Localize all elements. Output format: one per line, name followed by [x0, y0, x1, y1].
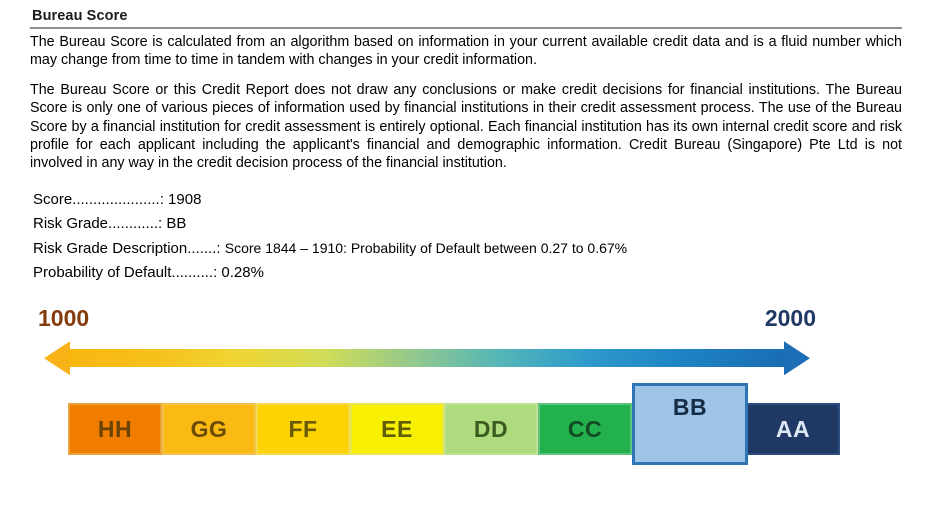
- fact-label-score: Score.....................:: [33, 191, 164, 209]
- page-title: Bureau Score: [32, 8, 128, 24]
- gradient-bar: [68, 349, 786, 367]
- grade-box-cc: CC: [538, 403, 632, 455]
- fact-value-risk-grade: BB: [166, 215, 187, 233]
- fact-label-risk-grade-description: Risk Grade Description.......:: [33, 239, 221, 257]
- paragraph-2: The Bureau Score or this Credit Report does not draw any conclusions or make credit decisions for financial institutions. The Bureau Score is only one of various pieces of information used by financial institutions in their credit assessment process. The use of the Bureau Score by a financial institution for credit assessment is entirely optional. Each financial institution has its own internal credit score and risk profile for each applicant including the applicant's financial and demographic information. Credit Bureau (Singapore) Pte Ltd is not involved in any way in the credit decision process of the financial institution.: [30, 82, 902, 171]
- scale-min-label: 1000: [38, 305, 90, 332]
- fact-value-probability-of-default: 0.28%: [221, 263, 264, 281]
- fact-row-score: [33, 188, 902, 212]
- double-arrow-icon: [44, 341, 810, 375]
- fact-row-risk-grade: [33, 212, 902, 236]
- fact-row-risk-grade-description: [33, 237, 902, 261]
- fact-row-probability-of-default: [33, 261, 902, 285]
- grade-box-dd: DD: [444, 403, 538, 455]
- fact-label-risk-grade: Risk Grade............:: [33, 215, 163, 233]
- score-scale: [30, 305, 902, 385]
- fact-label-probability-of-default: Probability of Default..........:: [33, 263, 218, 281]
- title-divider: [30, 27, 902, 29]
- grade-box-aa: AA: [746, 403, 840, 455]
- grade-box-hh: HH: [68, 403, 162, 455]
- scale-max-label: 2000: [764, 305, 816, 332]
- score-summary: [33, 188, 902, 285]
- grade-band-row: [40, 393, 902, 463]
- arrow-left-icon: [44, 341, 70, 375]
- arrow-right-icon: [784, 341, 810, 375]
- grade-box-bb-highlighted: BB: [632, 383, 748, 465]
- grade-box-gg: GG: [162, 403, 256, 455]
- fact-value-score: 1908: [168, 191, 202, 209]
- grade-box-ff: FF: [256, 403, 350, 455]
- grade-box-ee: EE: [350, 403, 444, 455]
- paragraph-1: The Bureau Score is calculated from an algorithm based on information in your current available credit data and is a fluid number which may change from time to time in tandem with changes in your credit information.: [30, 34, 902, 69]
- fact-value-risk-grade-description: Score 1844 – 1910: Probability of Default between 0.27 to 0.67%: [224, 239, 628, 256]
